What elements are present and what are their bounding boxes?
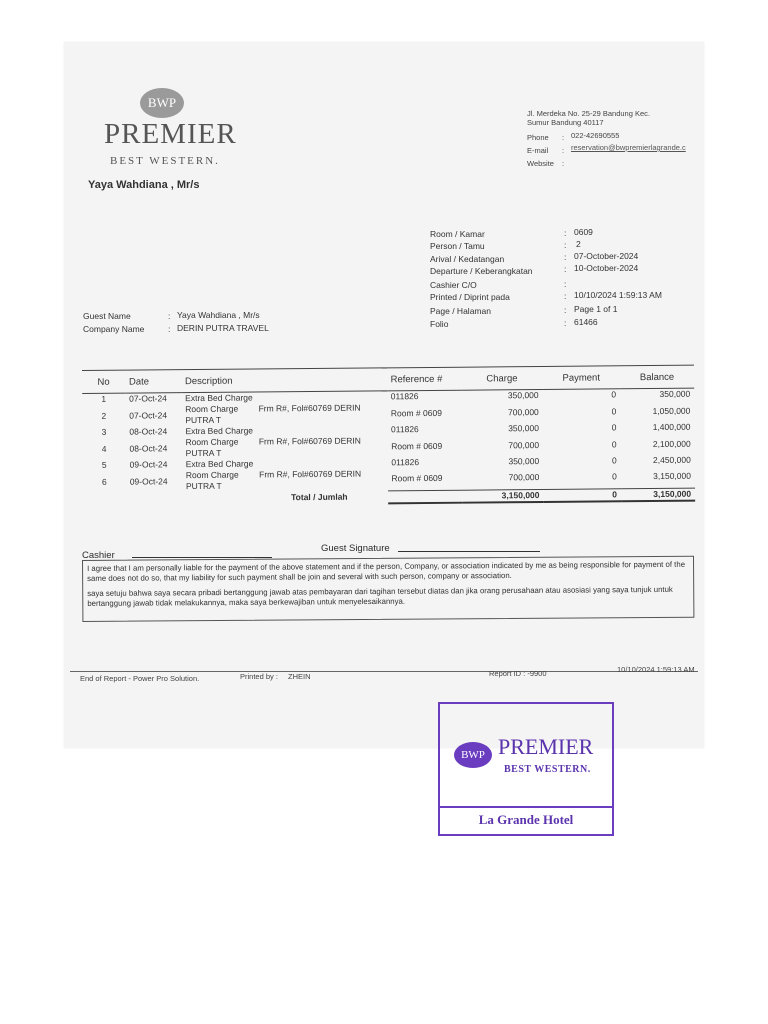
website-label: Website	[527, 159, 554, 168]
row-balance: 1,400,000	[652, 421, 691, 433]
company-name-colon: :	[168, 324, 171, 334]
printed-by-value: ZHEIN	[288, 672, 311, 681]
row-payment: 0	[612, 471, 617, 482]
row-desc-text: Room Charge	[185, 403, 239, 415]
email-label: E-mail	[527, 146, 549, 155]
row-note: Frm R#, Fol#60769 DERIN PUTRA T	[185, 402, 361, 426]
terms-indonesian: saya setuju bahwa saya secara pribadi bertanggung jawab atas pembayaran dari tagihan tersebut diatas dan jika orang perusahaan atau asosiasi yang saya tunjuk untuk bertanggung jawab tidak melakukannya, maka saya berkewajiban untuk menyelesaikannya.	[87, 584, 673, 608]
row-charge: 350,000	[507, 390, 539, 401]
arrival-label: Arival / Kedatangan	[430, 254, 505, 264]
row-desc-text: Extra Bed Charge	[185, 425, 254, 437]
room-value: 0609	[574, 227, 593, 237]
total-payment: 0	[543, 488, 621, 501]
row-reference: 011826	[391, 457, 420, 468]
row-charge: 700,000	[508, 472, 540, 483]
col-reference: Reference #	[386, 367, 461, 391]
row-description	[181, 435, 387, 459]
row-desc-text: Extra Bed Charge	[185, 458, 254, 470]
report-id: Report ID : -9900	[489, 669, 547, 678]
col-date: Date	[125, 370, 181, 393]
guest-signature-label: Guest Signature	[321, 543, 390, 554]
footer-divider	[70, 671, 698, 672]
row-no: 2	[101, 410, 107, 421]
company-name-label: Company Name	[83, 324, 145, 334]
stamp-hotel-name: La Grande Hotel	[478, 812, 574, 827]
cashier-co-label: Cashier C/O	[430, 280, 477, 290]
row-charge: 700,000	[507, 406, 539, 417]
person-value: 2	[576, 239, 581, 249]
total-spacer	[126, 492, 182, 505]
end-of-report: End of Report - Power Pro Solution.	[80, 674, 200, 683]
address-line-1: Jl. Merdeka No. 25-29 Bandung Kec.	[527, 109, 650, 118]
page-colon: :	[564, 305, 567, 315]
printed-label: Printed / Diprint pada	[430, 292, 510, 302]
printed-colon: :	[564, 291, 567, 301]
stamp-best-western-text: BEST WESTERN.	[504, 764, 591, 775]
row-balance: 2,100,000	[652, 438, 691, 449]
email-colon: :	[562, 146, 565, 155]
hotel-stamp	[438, 702, 614, 836]
row-charge: 700,000	[508, 439, 540, 450]
company-name-value: DERIN PUTRA TRAVEL	[177, 323, 269, 333]
folio-label: Folio	[430, 319, 449, 329]
row-payment: 0	[611, 438, 617, 449]
terms-box	[82, 556, 694, 622]
logo-premier-text: PREMIER	[104, 118, 237, 150]
col-charge: Charge	[461, 366, 542, 390]
row-date: 07-Oct-24	[129, 409, 168, 421]
phone-value: 022-42690555	[571, 131, 620, 140]
row-date: 09-Oct-24	[129, 459, 168, 470]
cashier-signature-label: Cashier	[82, 550, 115, 561]
row-desc-text: Extra Bed Charge	[185, 392, 253, 404]
row-payment: 0	[611, 389, 617, 400]
row-description	[182, 468, 388, 492]
phone-colon: :	[562, 133, 565, 142]
row-balance: 3,150,000	[653, 470, 691, 482]
page-value: Page 1 of 1	[574, 304, 618, 314]
guest-name-label: Guest Name	[83, 311, 131, 321]
total-charge: 3,150,000	[462, 489, 543, 502]
row-no: 6	[101, 476, 107, 487]
cashier-co-colon: :	[564, 279, 567, 289]
arrival-value: 07-October-2024	[574, 251, 639, 261]
email-link[interactable]: reservation@bwpremierlagrande.c	[571, 143, 686, 152]
stamp-divider	[440, 806, 612, 808]
row-date: 09-Oct-24	[129, 475, 168, 487]
col-no: No	[82, 370, 125, 393]
guest-name-value: Yaya Wahdiana , Mr/s	[177, 310, 260, 320]
row-balance: 2,450,000	[652, 454, 691, 466]
stamp-premier-text: PREMIER	[498, 734, 594, 759]
departure-value: 10-October-2024	[574, 263, 639, 273]
row-reference: 011826	[390, 391, 419, 402]
row-desc-text: Room Charge	[185, 469, 239, 481]
row-description	[181, 402, 387, 426]
row-date: 08-Oct-24	[129, 426, 168, 437]
col-balance: Balance	[620, 365, 694, 389]
printed-by-label: Printed by :	[240, 672, 278, 681]
guest-title: Yaya Wahdiana , Mr/s	[88, 179, 200, 191]
total-label: Total / Jumlah	[291, 491, 348, 502]
row-payment: 0	[611, 422, 617, 433]
room-colon: :	[564, 228, 567, 238]
person-label: Person / Tamu	[430, 241, 485, 251]
phone-label: Phone	[527, 133, 549, 142]
row-no: 5	[101, 459, 107, 470]
total-balance: 3,150,000	[621, 488, 695, 501]
printed-value: 10/10/2024 1:59:13 AM	[574, 290, 662, 300]
row-desc-text: Room Charge	[185, 436, 239, 448]
row-note: Frm R#, Fol#60769 DERIN PUTRA T	[185, 435, 361, 459]
row-charge: 350,000	[508, 423, 539, 434]
folio-value: 61466	[574, 317, 598, 327]
person-colon: :	[564, 240, 567, 250]
footer-datetime: 10/10/2024 1:59:13 AM	[617, 665, 695, 674]
guest-name-colon: :	[168, 311, 171, 321]
guest-signature-line	[398, 551, 540, 552]
address-line-2: Sumur Bandung 40117	[527, 118, 604, 127]
row-charge: 350,000	[508, 456, 540, 467]
bwp-logo-badge: BWP	[140, 88, 184, 118]
room-label: Room / Kamar	[430, 229, 485, 239]
row-note: Frm R#, Fol#60769 DERIN PUTRA T	[185, 468, 362, 492]
folio-colon: :	[564, 318, 567, 328]
row-no: 1	[101, 393, 107, 404]
col-description: Description	[181, 368, 387, 393]
row-reference: 011826	[390, 424, 419, 435]
row-no: 4	[101, 443, 107, 454]
row-date: 08-Oct-24	[129, 442, 168, 454]
logo-best-western-text: BEST WESTERN.	[110, 155, 220, 167]
arrival-colon: :	[564, 252, 567, 262]
stamp-bwp-badge: BWP	[454, 742, 492, 768]
row-balance: 350,000	[659, 388, 691, 399]
row-payment: 0	[611, 455, 617, 466]
row-reference: Room # 0609	[390, 407, 442, 418]
col-payment: Payment	[542, 366, 620, 390]
page-label: Page / Halaman	[430, 306, 491, 316]
website-colon: :	[562, 159, 565, 168]
row-payment: 0	[611, 405, 617, 416]
row-reference: Room # 0609	[391, 440, 443, 451]
departure-label: Departure / Keberangkatan	[430, 266, 533, 276]
row-reference: Room # 0609	[391, 473, 443, 484]
departure-colon: :	[564, 264, 567, 274]
terms-english: I agree that I am personally liable for the payment of the above statement and if the person, Company, or association indicated by me as being responsible for payment of the same does not do so, that my liability for such payment shall be join and several with such person, company or association.	[87, 559, 686, 583]
row-date: 07-Oct-24	[129, 393, 167, 404]
total-spacer	[83, 493, 126, 506]
row-no: 3	[101, 426, 107, 437]
total-ref-cell	[388, 490, 463, 503]
row-balance: 1,050,000	[652, 405, 691, 416]
charges-table	[82, 365, 695, 507]
